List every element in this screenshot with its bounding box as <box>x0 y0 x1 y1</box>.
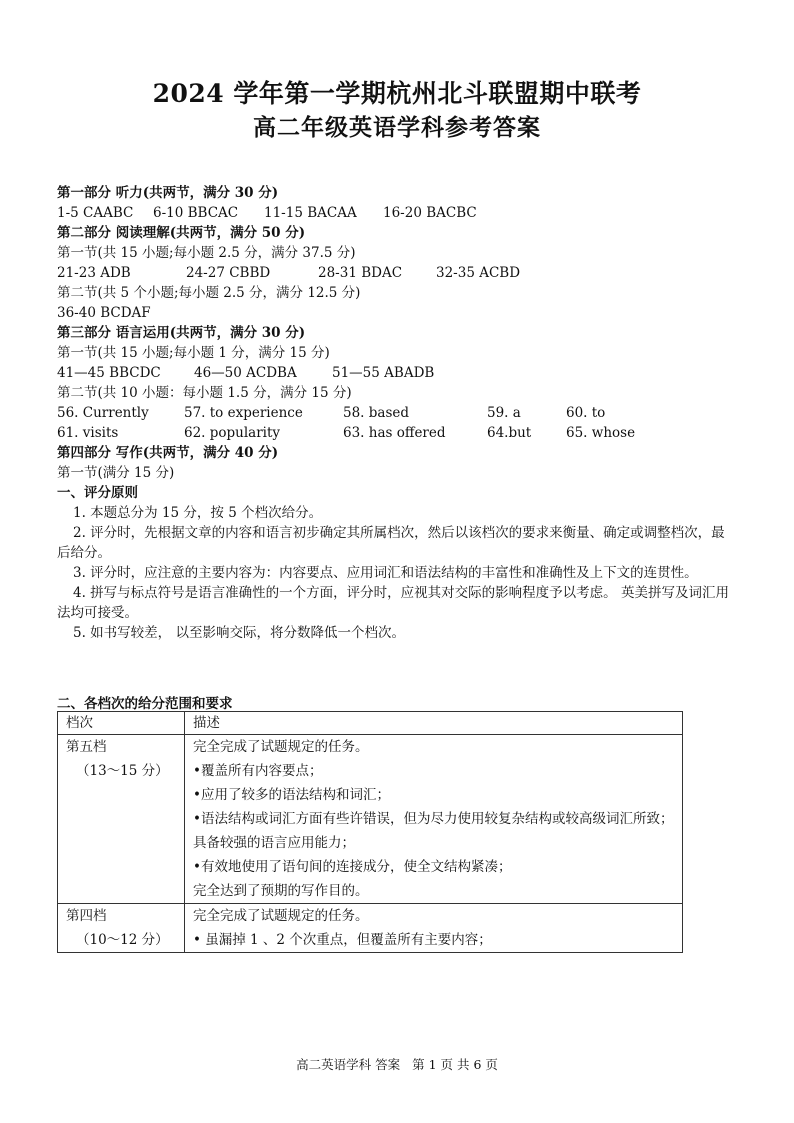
answer-group: 6-10 BBCAC <box>153 205 239 221</box>
answer-group: 21-23 ADB <box>57 265 131 281</box>
principles-heading: 一、评分原则 <box>57 485 138 501</box>
answer-group: 41—45 BBCDC <box>57 365 161 381</box>
answer-item: 58. based <box>343 405 410 421</box>
answer-group: 1-5 CAABC <box>57 205 134 221</box>
part4-heading: 第四部分 写作(共两节，满分 40 分) <box>57 445 279 461</box>
answer-key <box>57 183 737 643</box>
part1-answers <box>57 203 737 223</box>
part2-sec1-answers <box>57 263 737 283</box>
principle-item: 3. 评分时，应注意的主要内容为：内容要点、应用词汇和语法结构的丰富性和准确性及上下文的连贯性。 <box>73 565 698 581</box>
part2-sec1-heading: 第一节(共 15 小题;每小题 2.5 分，满分 37.5 分) <box>57 245 356 261</box>
answer-item: 65. whose <box>566 425 636 441</box>
grade-desc-line: • 虽漏掉 1 、2 个次重点，但覆盖所有主要内容； <box>193 932 492 948</box>
grade-desc-line: 完全完成了试题规定的任务。 <box>193 908 369 924</box>
page-footer <box>0 1055 794 1073</box>
answer-item: 62. popularity <box>184 425 281 441</box>
answer-group: 32-35 ACBD <box>436 265 521 281</box>
answer-group: 24-27 CBBD <box>186 265 271 281</box>
answer-item: 57. to experience <box>184 405 303 421</box>
part2-sec2-heading: 第二节(共 5 个小题;每小题 2.5 分，满分 12.5 分) <box>57 285 361 301</box>
column-header: 档次 <box>58 712 185 735</box>
principle-item: 1. 本题总分为 15 分，按 5 个档次给分。 <box>73 505 323 521</box>
answer-item: 63. has offered <box>343 425 446 441</box>
grade-range: （10～12 分） <box>76 932 169 948</box>
part2-sec2-answers: 36-40 BCDAF <box>57 305 151 321</box>
part2-heading: 第二部分 阅读理解(共两节，满分 50 分) <box>57 225 306 241</box>
footer-page-number: 第 1 页 共 6 页 <box>412 1057 498 1072</box>
grade-desc-line: 完全达到了预期的写作目的。 <box>193 883 369 899</box>
footer-subject: 高二英语学科 答案 <box>296 1057 401 1072</box>
column-header: 描述 <box>185 712 683 735</box>
part3-sec2-row1 <box>57 403 737 423</box>
answer-item: 56. Currently <box>57 405 149 421</box>
part3-sec1-heading: 第一节(共 15 小题;每小题 1 分，满分 15 分) <box>57 345 330 361</box>
principle-item: 4. 拼写与标点符号是语言准确性的一个方面，评分时，应视其对交际的影响程度予以考虑。 英美拼写及词汇用法均可接受。 <box>57 585 729 621</box>
grade-level: 第五档 <box>66 739 107 755</box>
principle-item: 2. 评分时，先根据文章的内容和语言初步确定其所属档次，然后以该档次的要求来衡量、确定或调整档次，最后给分。 <box>57 525 725 561</box>
grade-level: 第四档 <box>66 908 107 924</box>
answer-item: 64.but <box>487 425 532 441</box>
part3-sec2-row2 <box>57 423 737 443</box>
part1-heading: 第一部分 听力(共两节，满分 30 分) <box>57 185 279 201</box>
grade-desc-line: 完全完成了试题规定的任务。 <box>193 739 369 755</box>
grade-table <box>57 711 683 953</box>
grade-desc-line: •应用了较多的语法结构和词汇； <box>193 787 390 803</box>
grade-range: （13～15 分） <box>76 763 169 779</box>
page-title: 2024 学年第一学期杭州北斗联盟期中联考 <box>152 79 642 108</box>
part4-sec1-heading: 第一节(满分 15 分) <box>57 465 175 481</box>
table-row <box>58 904 683 953</box>
table-header-row <box>58 712 683 735</box>
answer-group: 11-15 BACAA <box>264 205 357 221</box>
table-row <box>58 735 683 904</box>
grades-heading: 二、各档次的给分范围和要求 <box>57 696 233 712</box>
answer-group: 28-31 BDAC <box>318 265 403 281</box>
part3-heading: 第三部分 语言运用(共两节，满分 30 分) <box>57 325 306 341</box>
answer-group: 16-20 BACBC <box>383 205 477 221</box>
answer-group: 46—50 ACDBA <box>194 365 297 381</box>
principle-item: 5. 如书写较差， 以至影响交际，将分数降低一个档次。 <box>73 625 405 641</box>
answer-item: 61. visits <box>57 425 119 441</box>
part3-sec1-answers <box>57 363 737 383</box>
grade-desc-line: •有效地使用了语句间的连接成分，使全文结构紧凑； <box>193 859 512 875</box>
grade-desc-line: •语法结构或词汇方面有些许错误，但为尽力使用较复杂结构或较高级词汇所致；具备较强的语言应用能力； <box>193 811 674 851</box>
part3-sec2-heading: 第二节(共 10 小题：每小题 1.5 分，满分 15 分) <box>57 385 352 401</box>
grade-desc-line: •覆盖所有内容要点； <box>193 763 323 779</box>
answer-item: 59. a <box>487 405 521 421</box>
answer-item: 60. to <box>566 405 606 421</box>
page-subtitle: 高二年级英语学科参考答案 <box>253 114 541 141</box>
answer-group: 51—55 ABADB <box>332 365 435 381</box>
